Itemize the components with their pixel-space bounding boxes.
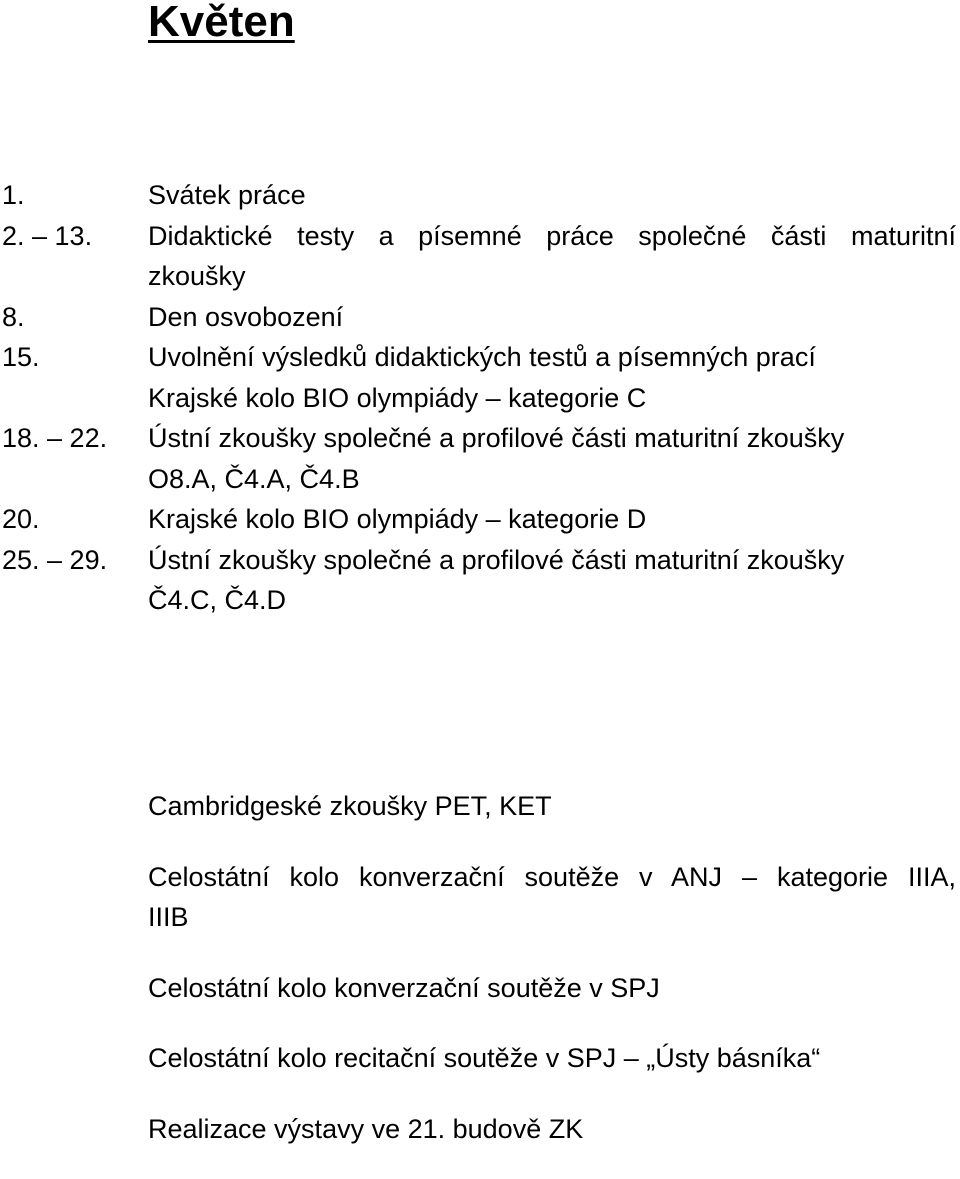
note-line: Celostátní kolo recitační soutěže v SPJ – „Ústy básníka“ [148,1043,821,1073]
note-item [148,1038,956,1079]
entry-date: 2. – 13. [2,220,93,251]
entry-line: Svátek práce [148,180,306,210]
entry-line: Ústní zkoušky společné a profilové části maturitní zkoušky [148,544,845,575]
note-line: Realizace výstavy ve 21. budově ZK [148,1113,584,1144]
note-item [148,857,956,938]
entry-line: Uvolnění výsledků didaktických testů a písemných prací [148,342,816,372]
schedule-entry [0,297,960,338]
entry-line: zkoušky [148,261,246,291]
schedule-entry [0,216,960,297]
note-line: Cambridgeské zkoušky PET, KET [148,791,552,821]
entry-date: 20. [2,504,40,534]
schedule-list [0,175,960,621]
schedule-entry [0,418,960,499]
entry-text [148,540,956,621]
entry-line: Č4.C, Č4.D [148,585,287,615]
note-item [148,786,956,827]
entry-date: 15. [2,342,40,372]
note-line: IIIB [148,902,189,932]
entry-text [148,418,956,499]
note-line: Celostátní kolo konverzační soutěže v ANJ – kategorie IIIA, [148,861,956,892]
entry-text [148,499,956,540]
entry-date: 25. – 29. [2,544,108,575]
notes-list [148,786,956,1179]
schedule-entry [0,175,960,216]
entry-text [148,297,956,338]
schedule-entry [0,337,960,418]
entry-date: 18. – 22. [2,423,108,453]
entry-text [148,337,956,418]
entry-line: Krajské kolo BIO olympiády – kategorie C [148,382,647,413]
entry-text [148,175,956,216]
note-item [148,1109,956,1150]
entry-line: Didaktické testy a písemné práce společné části maturitní [148,220,956,251]
entry-line: Krajské kolo BIO olympiády – kategorie D [148,504,647,534]
entry-line: Den osvobození [148,301,344,332]
entry-date: 1. [2,180,25,210]
entry-text [148,216,956,297]
note-item [148,968,956,1009]
entry-line: Ústní zkoušky společné a profilové části maturitní zkoušky [148,423,845,453]
schedule-entry [0,499,960,540]
note-line: Celostátní kolo konverzační soutěže v SPJ [148,972,660,1003]
page-title: Květen [148,0,295,46]
entry-line: O8.A, Č4.A, Č4.B [148,463,360,494]
schedule-entry [0,540,960,621]
entry-date: 8. [2,301,25,332]
